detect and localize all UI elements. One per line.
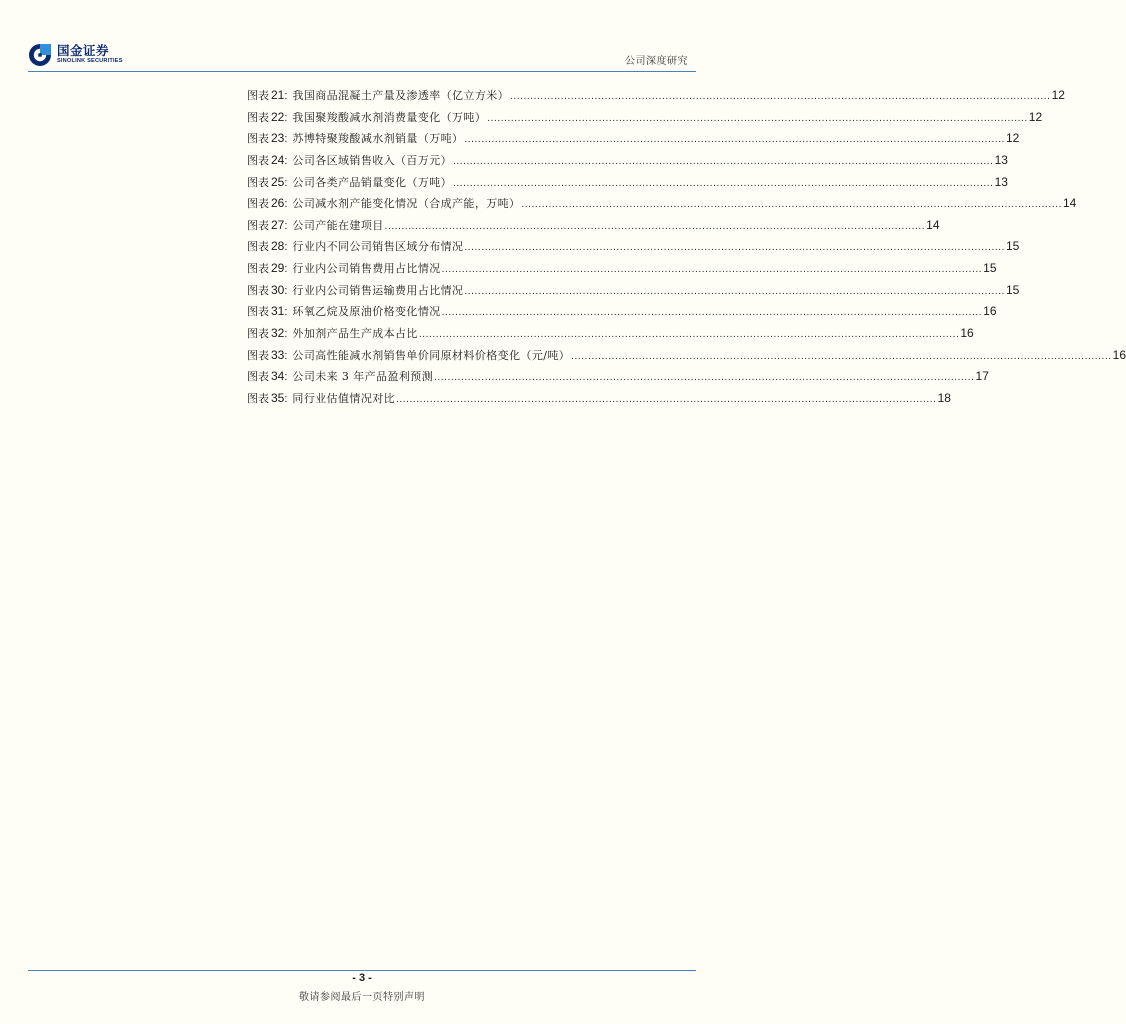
- toc-entry[interactable]: [247, 238, 1020, 260]
- figure-number: 34: [271, 369, 285, 384]
- figure-prefix: 图表: [247, 262, 269, 276]
- logo-english-name: SINOLINK SECURITIES: [57, 58, 123, 65]
- toc-entry[interactable]: [247, 152, 1008, 174]
- figure-title: 我国聚羧酸减水剂消费量变化（万吨）: [292, 110, 487, 124]
- figure-number: 28: [271, 239, 285, 254]
- figure-number: 26: [271, 196, 285, 211]
- company-logo: [28, 41, 138, 69]
- dot-leader: ................................................................................................................................................................: [487, 112, 1028, 124]
- toc-entry[interactable]: [247, 390, 951, 412]
- figure-number: 27: [271, 217, 285, 232]
- figure-prefix: 图表: [247, 89, 269, 102]
- figure-colon: :: [284, 328, 288, 341]
- figure-colon: :: [284, 198, 288, 211]
- toc-page-number: 16: [983, 304, 997, 319]
- footer-disclaimer: 敬请参阅最后一页特别声明: [299, 992, 425, 1003]
- toc-page-number: 12: [1051, 88, 1065, 102]
- toc-page-number: 16: [1112, 347, 1126, 362]
- dot-leader: ................................................................................................................................................................: [441, 307, 983, 319]
- figure-prefix: 图表: [247, 391, 269, 405]
- figure-prefix: 图表: [247, 153, 269, 167]
- dot-leader: ................................................................................................................................................................: [464, 285, 1005, 297]
- dot-leader: ................................................................................................................................................................: [441, 264, 983, 276]
- logo-chinese-name: 国金证券: [57, 42, 110, 58]
- footer-divider: [28, 970, 696, 971]
- figure-title: 环氧乙烷及原油价格变化情况: [292, 305, 441, 319]
- figure-colon: :: [284, 263, 288, 276]
- figure-number: 33: [271, 347, 285, 362]
- figure-title: 行业内公司销售费用占比情况: [292, 262, 441, 276]
- dot-leader: ................................................................................................................................................................: [434, 372, 975, 384]
- figure-colon: :: [284, 241, 288, 254]
- figure-title: 同行业估值情况对比: [292, 391, 396, 405]
- figure-colon: :: [284, 90, 288, 102]
- toc-page-number: 15: [1005, 282, 1020, 297]
- figure-number: 23: [271, 131, 285, 146]
- toc-entry[interactable]: [247, 195, 1077, 217]
- toc-entry[interactable]: [247, 325, 974, 347]
- figure-title: 公司高性能减水剂销售单价同原材料价格变化（元/吨）: [292, 348, 571, 362]
- figure-colon: :: [284, 111, 288, 124]
- figure-number: 35: [271, 390, 285, 405]
- toc-page-number: 18: [937, 390, 951, 405]
- figure-title: 行业内不同公司销售区域分布情况: [292, 240, 464, 254]
- figure-colon: :: [284, 284, 288, 297]
- figure-colon: :: [284, 371, 288, 384]
- figure-colon: :: [284, 392, 288, 405]
- toc-entry[interactable]: [247, 282, 1020, 304]
- page-number: - 3 -: [352, 972, 372, 984]
- figure-prefix: 图表: [247, 370, 269, 384]
- toc-page-number: 15: [1005, 239, 1020, 254]
- figure-title: 公司各区域销售收入（百万元）: [292, 153, 453, 167]
- figure-prefix: 图表: [247, 218, 269, 232]
- toc-page-number: 15: [983, 261, 997, 276]
- header-divider: [28, 71, 696, 72]
- toc-page-number: 14: [926, 217, 940, 232]
- dot-leader: ................................................................................................................................................................: [464, 134, 1005, 146]
- toc-page-number: 16: [960, 326, 974, 341]
- toc-page-number: 13: [994, 152, 1008, 167]
- figure-number: 24: [271, 152, 285, 167]
- figure-title: 公司各类产品销量变化（万吨）: [292, 175, 453, 189]
- toc-entry[interactable]: [247, 174, 1008, 196]
- figure-prefix: 图表: [247, 327, 269, 341]
- dot-leader: ................................................................................................................................................................: [418, 329, 960, 341]
- dot-leader: ................................................................................................................................................................: [571, 350, 1112, 362]
- figure-prefix: 图表: [247, 348, 269, 362]
- figure-number: 21: [271, 88, 285, 102]
- figure-number: 29: [271, 261, 285, 276]
- dot-leader: ................................................................................................................................................................: [510, 91, 1051, 102]
- figure-number: 32: [271, 326, 285, 341]
- figure-prefix: 图表: [247, 240, 269, 254]
- sinolink-logo-icon: [28, 43, 52, 67]
- figure-colon: :: [284, 176, 288, 189]
- figure-number: 30: [271, 282, 285, 297]
- figure-prefix: 图表: [247, 132, 269, 146]
- toc-entry[interactable]: [247, 109, 1043, 131]
- figure-prefix: 图表: [247, 197, 269, 211]
- dot-leader: ................................................................................................................................................................: [453, 177, 994, 189]
- dot-leader: ................................................................................................................................................................: [384, 220, 926, 232]
- toc-entry[interactable]: [247, 217, 940, 239]
- dot-leader: ................................................................................................................................................................: [396, 393, 937, 405]
- figure-colon: :: [284, 349, 288, 362]
- toc-entry[interactable]: [247, 368, 989, 390]
- toc-page-number: 14: [1062, 196, 1077, 211]
- toc-entry[interactable]: [247, 303, 997, 325]
- toc-entry[interactable]: [247, 347, 1126, 369]
- figure-prefix: 图表: [247, 175, 269, 189]
- figure-colon: :: [284, 306, 288, 319]
- dot-leader: ................................................................................................................................................................: [464, 242, 1005, 254]
- figure-number: 25: [271, 174, 285, 189]
- figure-title: 公司减水剂产能变化情况（合成产能，万吨）: [292, 197, 521, 211]
- toc-page-number: 13: [994, 174, 1008, 189]
- report-type-label: 公司深度研究: [625, 56, 688, 67]
- figure-title: 公司未来 3 年产品盈利预测: [292, 370, 434, 384]
- toc-page-number: 17: [975, 369, 989, 384]
- figure-title: 外加剂产品生产成本占比: [292, 327, 418, 341]
- toc-page-number: 12: [1028, 109, 1043, 124]
- page-header: [0, 0, 724, 75]
- figure-prefix: 图表: [247, 283, 269, 297]
- figure-colon: :: [284, 219, 288, 232]
- figure-colon: :: [284, 154, 288, 167]
- figure-title: 公司产能在建项目: [292, 218, 384, 232]
- figure-prefix: 图表: [247, 110, 269, 124]
- figure-title: 行业内公司销售运输费用占比情况: [292, 283, 464, 297]
- toc-entry[interactable]: [247, 260, 997, 282]
- figure-number: 22: [271, 109, 285, 124]
- figure-prefix: 图表: [247, 305, 269, 319]
- dot-leader: ................................................................................................................................................................: [521, 199, 1062, 211]
- figure-number: 31: [271, 304, 285, 319]
- figure-table-of-contents: [247, 87, 1126, 412]
- toc-page-number: 12: [1005, 131, 1020, 146]
- dot-leader: ................................................................................................................................................................: [453, 155, 994, 167]
- figure-colon: :: [284, 133, 288, 146]
- toc-entry[interactable]: [247, 130, 1020, 152]
- figure-title: 苏博特聚羧酸减水剂销量（万吨）: [292, 132, 464, 146]
- toc-entry[interactable]: [247, 87, 1065, 109]
- figure-title: 我国商品混凝土产量及渗透率（亿立方米）: [292, 89, 510, 102]
